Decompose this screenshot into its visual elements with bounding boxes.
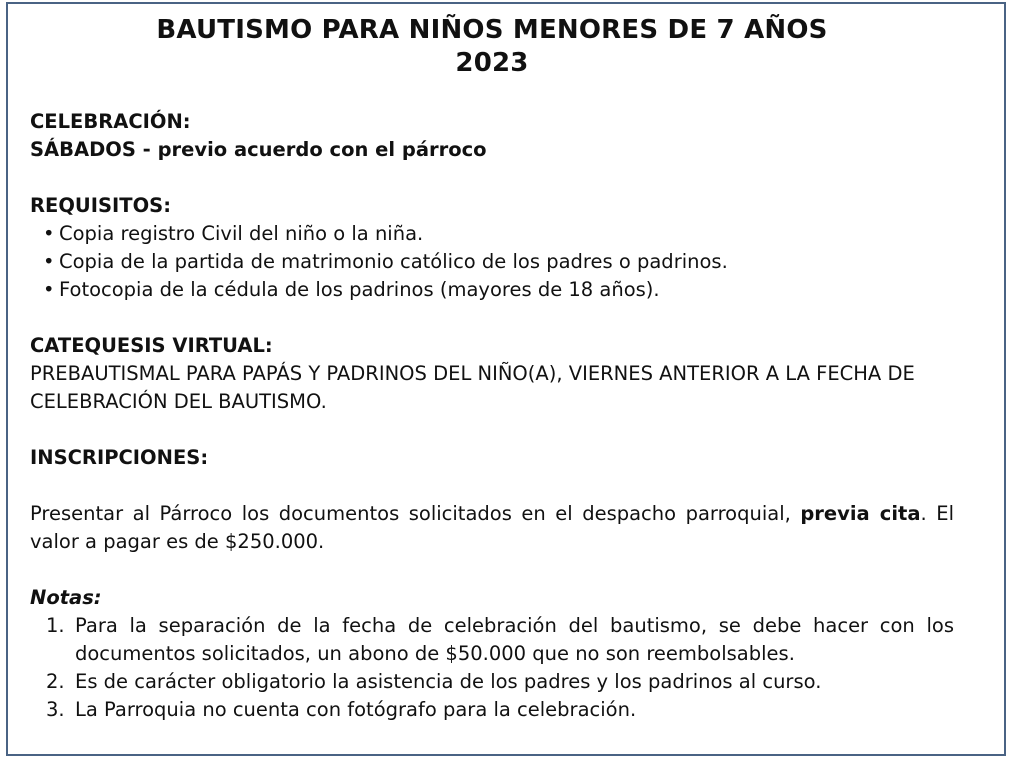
list-item-text: Es de carácter obligatorio la asistencia de los padres y los padrinos al curso. xyxy=(75,670,822,693)
document-title xyxy=(30,14,954,80)
list-item-number: 2. xyxy=(46,670,65,693)
bullet-icon: • xyxy=(43,222,55,245)
inscripciones-text-before: Presentar al Párroco los documentos solicitados en el despacho parroquial, xyxy=(30,502,801,525)
document-frame xyxy=(6,2,1006,756)
document-body xyxy=(30,14,954,724)
requisitos-heading: REQUISITOS: xyxy=(30,194,172,217)
inscripciones-text xyxy=(30,500,954,556)
list-item xyxy=(46,668,954,696)
spacer xyxy=(30,164,954,192)
list-item-text: Para la separación de la fecha de celebración del bautismo, se debe hacer con los documentos solicitados, un abono de $50.000 que no son reembolsables. xyxy=(75,614,954,665)
celebracion-text: SÁBADOS - previo acuerdo con el párroco xyxy=(30,138,487,161)
catequesis-text: PREBAUTISMAL PARA PAPÁS Y PADRINOS DEL NIÑO(A), VIERNES ANTERIOR A LA FECHA DE CELEBRACIÓN DEL BAUTISMO. xyxy=(30,362,915,413)
spacer xyxy=(30,304,954,332)
spacer xyxy=(30,80,954,108)
title-line-1: BAUTISMO PARA NIÑOS MENORES DE 7 AÑOS xyxy=(156,15,828,45)
list-item xyxy=(46,696,954,724)
list-item-text: Copia de la partida de matrimonio católico de los padres o padrinos. xyxy=(59,250,728,273)
spacer xyxy=(30,472,954,500)
inscripciones-heading: INSCRIPCIONES: xyxy=(30,446,209,469)
requisitos-list xyxy=(30,220,954,304)
list-item-number: 1. xyxy=(46,614,65,637)
list-item xyxy=(42,220,954,248)
bullet-icon: • xyxy=(43,278,55,301)
list-item-text: Fotocopia de la cédula de los padrinos (mayores de 18 años). xyxy=(59,278,660,301)
catequesis-heading: CATEQUESIS VIRTUAL: xyxy=(30,334,273,357)
title-year: 2023 xyxy=(455,48,529,78)
list-item-number: 3. xyxy=(46,698,65,721)
inscripciones-text-after: . El valor a pagar es de $250.000. xyxy=(30,502,954,553)
list-item xyxy=(46,612,954,668)
list-item-text: Copia registro Civil del niño o la niña. xyxy=(59,222,424,245)
list-item xyxy=(42,248,954,276)
notas-heading: Notas: xyxy=(30,586,102,609)
bullet-icon: • xyxy=(43,250,55,273)
inscripciones-text-bold: previa cita xyxy=(800,502,921,525)
list-item-text: La Parroquia no cuenta con fotógrafo para la celebración. xyxy=(75,698,637,721)
celebracion-heading: CELEBRACIÓN: xyxy=(30,110,191,133)
spacer xyxy=(30,416,954,444)
notas-list xyxy=(30,612,954,724)
list-item xyxy=(42,276,954,304)
spacer xyxy=(30,556,954,584)
